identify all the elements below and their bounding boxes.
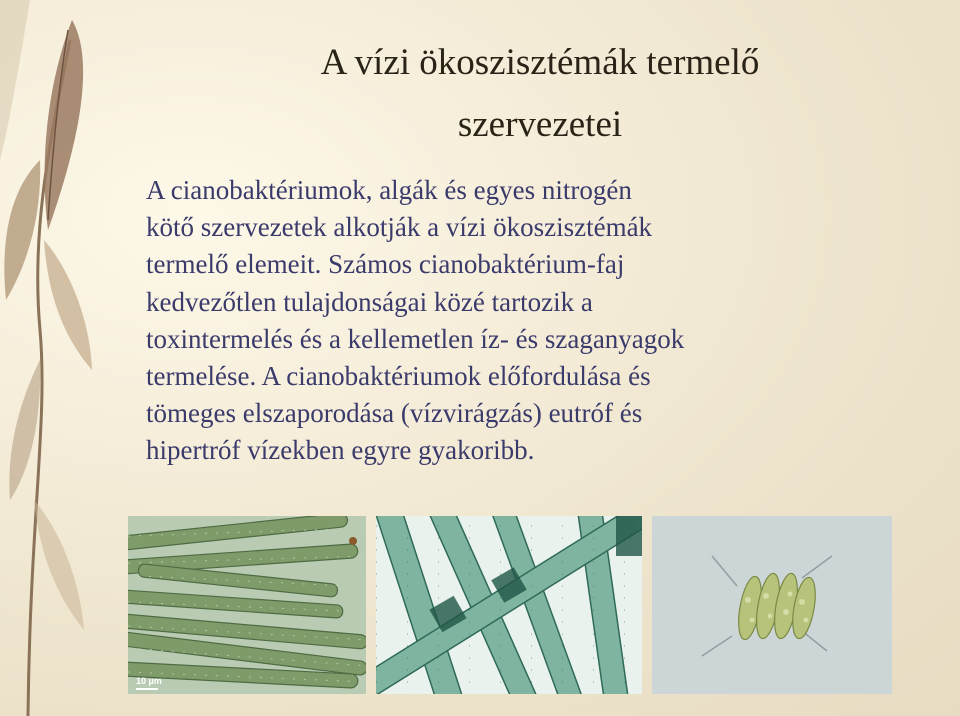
body-line: tömeges elszaporodása (vízvirágzás) eutróf és [146,398,643,429]
slide-title [180,32,900,156]
title-line-1: A vízi ökoszisztémák termelő [320,42,760,83]
body-line: termelése. A cianobaktériumok előfordulása és [146,361,651,392]
body-line: kötő szervezetek alkotják a vízi ökoszisztémák [146,212,653,243]
micrograph-crossing-filaments [376,516,642,694]
body-line: toxintermelés és a kellemetlen íz- és szaganyagok [146,323,685,354]
scale-label: 10 µm [136,676,162,686]
micrograph-green-algae-colony [652,516,892,694]
body-paragraph [146,172,946,470]
scale-bar [136,688,158,690]
body-line: hipertróf vízekben egyre gyakoribb. [146,435,535,466]
body-line: kedvezőtlen tulajdonságai közé tartozik a [146,286,593,317]
dried-plant-decoration [0,0,140,716]
title-line-2: szervezetei [457,104,623,145]
micrograph-cyanobacteria-filaments [128,516,366,694]
body-line: termelő elemeit. Számos cianobaktérium-faj [146,249,625,280]
body-line: A cianobaktériumok, algák és egyes nitrogén [146,175,632,205]
